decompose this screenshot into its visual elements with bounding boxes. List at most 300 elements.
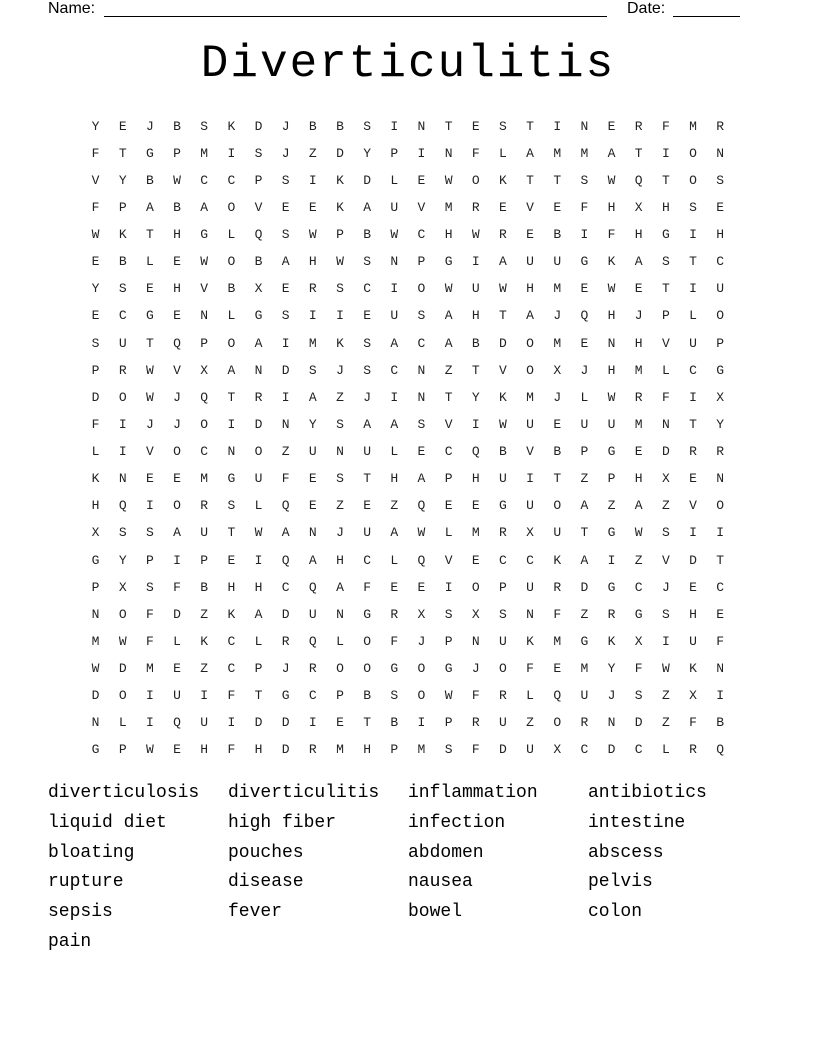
grid-letter: O (716, 498, 725, 514)
grid-letter: Q (173, 715, 181, 731)
grid-letter: S (336, 281, 344, 297)
grid-letter: I (227, 715, 236, 731)
grid-letter: M (553, 281, 562, 297)
grid-letter: S (118, 281, 127, 297)
word-bank-item: pelvis (588, 872, 653, 893)
grid-letter: J (553, 308, 562, 324)
grid-letter: H (471, 471, 480, 487)
grid-letter: J (336, 362, 344, 378)
grid-letter: G (145, 308, 154, 324)
grid-letter: N (390, 254, 399, 270)
grid-letter: E (499, 199, 507, 215)
grid-letter: L (390, 172, 399, 188)
grid-letter: F (634, 661, 643, 677)
grid-letter: C (227, 172, 236, 188)
grid-letter: C (118, 308, 127, 324)
grid-letter: M (553, 145, 562, 161)
grid-letter: A (308, 552, 317, 568)
grid-letter: T (254, 688, 263, 704)
grid-letter: C (200, 172, 209, 188)
grid-letter: I (390, 118, 399, 134)
grid-letter: H (363, 742, 372, 758)
grid-letter: K (526, 633, 534, 649)
grid-letter: B (716, 715, 725, 731)
word-bank-item: nausea (408, 872, 473, 893)
grid-letter: O (227, 199, 236, 215)
grid-letter: W (173, 172, 181, 188)
grid-letter: Q (471, 444, 480, 460)
grid-letter: Q (634, 172, 643, 188)
grid-letter: R (580, 715, 589, 731)
grid-letter: S (200, 118, 209, 134)
grid-letter: A (634, 254, 643, 270)
grid-letter: T (526, 118, 534, 134)
grid-letter: O (417, 281, 426, 297)
grid-letter: Z (390, 498, 399, 514)
grid-letter: Y (118, 552, 127, 568)
grid-letter: S (499, 118, 507, 134)
word-bank-item: liquid diet (48, 812, 167, 833)
grid-letter: P (254, 661, 263, 677)
grid-letter: T (444, 389, 453, 405)
grid-letter: X (689, 688, 697, 704)
grid-letter: U (499, 471, 507, 487)
word-bank-item: bloating (48, 842, 135, 863)
grid-row (82, 194, 734, 221)
grid-letter: D (580, 579, 589, 595)
grid-letter: U (526, 254, 534, 270)
grid-letter: L (661, 742, 670, 758)
date-input-line[interactable] (673, 16, 740, 17)
grid-letter: U (526, 416, 534, 432)
grid-letter: E (634, 281, 643, 297)
grid-row (82, 656, 734, 683)
word-bank-item: infection (408, 812, 506, 833)
grid-letter: P (580, 444, 589, 460)
grid-letter: U (526, 579, 534, 595)
grid-letter: S (363, 254, 372, 270)
grid-letter: Z (281, 444, 290, 460)
grid-letter: I (145, 498, 154, 514)
grid-letter: G (634, 606, 643, 622)
grid-letter: X (91, 525, 100, 541)
grid-letter: U (308, 444, 317, 460)
grid-letter: U (173, 688, 181, 704)
grid-letter: O (363, 633, 372, 649)
grid-letter: L (336, 633, 344, 649)
grid-letter: R (499, 688, 507, 704)
grid-letter: N (661, 416, 670, 432)
grid-letter: O (363, 661, 372, 677)
grid-letter: I (471, 416, 480, 432)
word-bank-item: high fiber (228, 812, 337, 833)
grid-letter: O (200, 416, 209, 432)
grid-letter: H (607, 362, 616, 378)
grid-letter: K (607, 254, 616, 270)
grid-letter: D (91, 688, 100, 704)
grid-letter: E (308, 471, 317, 487)
grid-letter: F (363, 579, 372, 595)
grid-letter: I (661, 145, 670, 161)
grid-letter: W (308, 227, 317, 243)
grid-letter: D (661, 444, 670, 460)
grid-letter: T (661, 281, 670, 297)
grid-letter: E (471, 552, 480, 568)
grid-letter: U (689, 633, 697, 649)
grid-letter: F (390, 633, 399, 649)
grid-letter: A (499, 254, 507, 270)
grid-letter: B (254, 254, 263, 270)
grid-letter: N (716, 661, 725, 677)
grid-letter: F (553, 606, 562, 622)
word-bank-item: abdomen (408, 842, 484, 863)
grid-letter: T (689, 416, 697, 432)
grid-letter: N (716, 471, 725, 487)
grid-letter: N (308, 525, 317, 541)
grid-letter: D (336, 145, 344, 161)
grid-letter: V (526, 444, 534, 460)
grid-letter: C (308, 688, 317, 704)
grid-letter: S (281, 172, 290, 188)
grid-letter: T (661, 172, 670, 188)
grid-letter: H (634, 335, 643, 351)
grid-letter: X (716, 389, 725, 405)
grid-letter: Y (363, 145, 372, 161)
grid-letter: E (173, 742, 181, 758)
grid-letter: I (661, 633, 670, 649)
grid-letter: S (580, 172, 589, 188)
word-bank-item: diverticulosis (48, 783, 200, 803)
grid-letter: P (173, 145, 181, 161)
grid-letter: R (499, 525, 507, 541)
grid-letter: P (254, 172, 263, 188)
grid-letter: D (173, 606, 181, 622)
grid-letter: F (661, 389, 670, 405)
grid-letter: B (200, 579, 209, 595)
grid-letter: U (499, 715, 507, 731)
grid-letter: H (689, 606, 697, 622)
grid-letter: Z (580, 606, 589, 622)
grid-letter: U (390, 199, 399, 215)
grid-letter: E (689, 471, 697, 487)
header (48, 0, 748, 20)
grid-letter: C (227, 661, 236, 677)
grid-letter: R (607, 606, 616, 622)
grid-letter: F (281, 471, 290, 487)
grid-letter: E (471, 118, 480, 134)
grid-letter: G (716, 362, 725, 378)
grid-letter: E (716, 606, 725, 622)
grid-row (82, 222, 734, 249)
grid-letter: J (607, 688, 616, 704)
word-bank-item: pain (48, 931, 92, 952)
grid-letter: V (254, 199, 263, 215)
grid-letter: I (689, 227, 697, 243)
grid-letter: W (471, 227, 480, 243)
grid-letter: P (444, 715, 453, 731)
grid-letter: P (607, 471, 616, 487)
grid-letter: U (607, 416, 616, 432)
grid-letter: D (499, 335, 507, 351)
grid-letter: D (281, 606, 290, 622)
grid-letter: Q (118, 498, 127, 514)
grid-letter: Q (553, 688, 562, 704)
grid-letter: W (499, 416, 507, 432)
grid-letter: D (118, 661, 127, 677)
grid-letter: C (227, 633, 236, 649)
grid-letter: Z (336, 498, 344, 514)
grid-row (82, 384, 734, 411)
grid-letter: O (417, 688, 426, 704)
word-bank (48, 782, 768, 961)
grid-letter: E (471, 498, 480, 514)
grid-letter: Q (308, 633, 317, 649)
word-bank-item: pouches (228, 842, 304, 863)
grid-letter: G (363, 606, 372, 622)
grid-letter: D (363, 172, 372, 188)
grid-letter: N (526, 606, 534, 622)
name-input-line[interactable] (104, 16, 607, 17)
grid-letter: T (363, 471, 372, 487)
grid-letter: G (281, 688, 290, 704)
grid-letter: Z (526, 715, 534, 731)
grid-letter: P (390, 742, 399, 758)
grid-letter: S (444, 606, 453, 622)
grid-letter: E (118, 118, 127, 134)
grid-letter: W (444, 688, 453, 704)
grid-letter: F (227, 742, 236, 758)
grid-letter: L (173, 633, 181, 649)
grid-letter: V (689, 498, 697, 514)
grid-letter: I (308, 308, 317, 324)
grid-letter: U (689, 335, 697, 351)
grid-letter: M (444, 199, 453, 215)
grid-letter: T (145, 335, 154, 351)
grid-letter: S (145, 579, 154, 595)
grid-letter: U (471, 281, 480, 297)
grid-letter: J (173, 389, 181, 405)
grid-letter: S (689, 199, 697, 215)
word-bank-item: bowel (408, 902, 463, 923)
grid-letter: E (580, 335, 589, 351)
grid-letter: F (91, 416, 100, 432)
grid-letter: F (471, 742, 480, 758)
grid-letter: Y (118, 172, 127, 188)
grid-letter: T (227, 389, 236, 405)
word-bank-item: rupture (48, 872, 124, 893)
grid-letter: F (227, 688, 236, 704)
grid-letter: H (661, 199, 670, 215)
grid-letter: R (308, 281, 317, 297)
grid-letter: X (254, 281, 263, 297)
grid-letter: J (281, 118, 290, 134)
grid-letter: H (91, 498, 100, 514)
grid-letter: T (716, 552, 725, 568)
grid-letter: Q (308, 579, 317, 595)
grid-letter: V (145, 444, 154, 460)
grid-letter: K (227, 606, 236, 622)
grid-row (82, 276, 734, 303)
word-bank-item: sepsis (48, 902, 113, 923)
grid-letter: S (417, 308, 426, 324)
grid-letter: H (173, 281, 181, 297)
grid-letter: E (716, 199, 725, 215)
grid-row (82, 167, 734, 194)
grid-letter: J (173, 416, 181, 432)
grid-letter: R (281, 633, 290, 649)
grid-letter: F (471, 145, 480, 161)
grid-letter: P (661, 308, 670, 324)
grid-letter: I (390, 281, 399, 297)
grid-letter: F (471, 688, 480, 704)
grid-letter: O (553, 715, 562, 731)
grid-letter: G (227, 471, 236, 487)
grid-letter: Q (254, 227, 263, 243)
grid-row (82, 601, 734, 628)
grid-letter: M (417, 742, 426, 758)
grid-letter: E (553, 661, 562, 677)
grid-letter: Q (281, 552, 290, 568)
grid-letter: V (417, 199, 426, 215)
grid-letter: O (716, 308, 725, 324)
grid-letter: B (363, 227, 372, 243)
grid-letter: L (145, 254, 154, 270)
grid-letter: O (173, 498, 181, 514)
grid-letter: S (417, 416, 426, 432)
grid-letter: G (444, 254, 453, 270)
grid-letter: V (173, 362, 181, 378)
grid-letter: A (336, 579, 344, 595)
grid-letter: B (363, 688, 372, 704)
grid-letter: I (716, 525, 725, 541)
grid-letter: Q (580, 308, 589, 324)
grid-letter: Q (716, 742, 725, 758)
grid-row (82, 411, 734, 438)
grid-letter: U (580, 688, 589, 704)
grid-row (82, 547, 734, 574)
grid-letter: C (716, 579, 725, 595)
grid-letter: P (91, 579, 100, 595)
grid-letter: U (390, 308, 399, 324)
grid-letter: H (444, 227, 453, 243)
grid-letter: A (308, 389, 317, 405)
grid-letter: S (363, 362, 372, 378)
grid-letter: E (390, 579, 399, 595)
grid-letter: Z (661, 715, 670, 731)
grid-letter: F (91, 199, 100, 215)
grid-letter: W (254, 525, 263, 541)
grid-letter: S (91, 335, 100, 351)
grid-letter: D (499, 742, 507, 758)
grid-letter: P (200, 335, 209, 351)
grid-letter: L (227, 308, 236, 324)
grid-letter: W (634, 525, 643, 541)
grid-letter: C (689, 362, 697, 378)
grid-letter: K (200, 633, 209, 649)
grid-letter: O (499, 661, 507, 677)
grid-letter: U (363, 444, 372, 460)
grid-letter: W (444, 281, 453, 297)
grid-letter: M (553, 633, 562, 649)
grid-letter: V (91, 172, 100, 188)
grid-letter: Q (173, 335, 181, 351)
grid-letter: W (661, 661, 670, 677)
grid-row (82, 439, 734, 466)
grid-letter: Z (580, 471, 589, 487)
grid-letter: C (390, 362, 399, 378)
grid-letter: E (145, 471, 154, 487)
grid-letter: L (526, 688, 534, 704)
grid-letter: T (499, 308, 507, 324)
grid-letter: W (336, 254, 344, 270)
grid-letter: P (499, 579, 507, 595)
grid-letter: Z (607, 498, 616, 514)
grid-letter: X (471, 606, 480, 622)
grid-letter: S (336, 416, 344, 432)
grid-letter: F (580, 199, 589, 215)
grid-letter: S (227, 498, 236, 514)
grid-letter: V (661, 335, 670, 351)
grid-letter: D (91, 389, 100, 405)
grid-letter: O (471, 172, 480, 188)
grid-letter: I (200, 688, 209, 704)
grid-letter: R (689, 742, 697, 758)
grid-letter: E (417, 444, 426, 460)
grid-letter: X (526, 525, 534, 541)
word-bank-item: intestine (588, 812, 686, 833)
grid-letter: Z (661, 688, 670, 704)
grid-letter: D (634, 715, 643, 731)
grid-letter: O (417, 661, 426, 677)
grid-letter: U (200, 715, 209, 731)
grid-letter: O (118, 688, 127, 704)
grid-letter: H (526, 281, 534, 297)
grid-letter: P (118, 199, 127, 215)
grid-letter: M (689, 118, 697, 134)
name-label: Name: (48, 0, 96, 17)
grid-letter: U (499, 633, 507, 649)
grid-letter: C (417, 227, 426, 243)
grid-letter: I (417, 145, 426, 161)
grid-letter: M (634, 362, 643, 378)
grid-letter: C (363, 552, 372, 568)
grid-letter: W (145, 362, 154, 378)
grid-letter: Z (336, 389, 344, 405)
grid-letter: L (254, 633, 263, 649)
grid-letter: W (200, 254, 209, 270)
grid-letter: M (634, 416, 643, 432)
grid-letter: H (607, 308, 616, 324)
grid-letter: A (444, 308, 453, 324)
grid-letter: M (145, 661, 154, 677)
grid-letter: J (336, 525, 344, 541)
grid-letter: T (444, 118, 453, 134)
grid-letter: F (526, 661, 534, 677)
grid-letter: R (390, 606, 399, 622)
grid-letter: S (254, 145, 263, 161)
grid-letter: I (145, 715, 154, 731)
grid-letter: H (200, 742, 209, 758)
grid-letter: H (173, 227, 181, 243)
word-bank-item: antibiotics (588, 783, 707, 803)
grid-letter: L (390, 444, 399, 460)
grid-letter: I (580, 227, 589, 243)
grid-letter: T (689, 254, 697, 270)
grid-letter: P (118, 742, 127, 758)
grid-letter: L (390, 552, 399, 568)
grid-letter: E (417, 172, 426, 188)
grid-letter: M (580, 661, 589, 677)
